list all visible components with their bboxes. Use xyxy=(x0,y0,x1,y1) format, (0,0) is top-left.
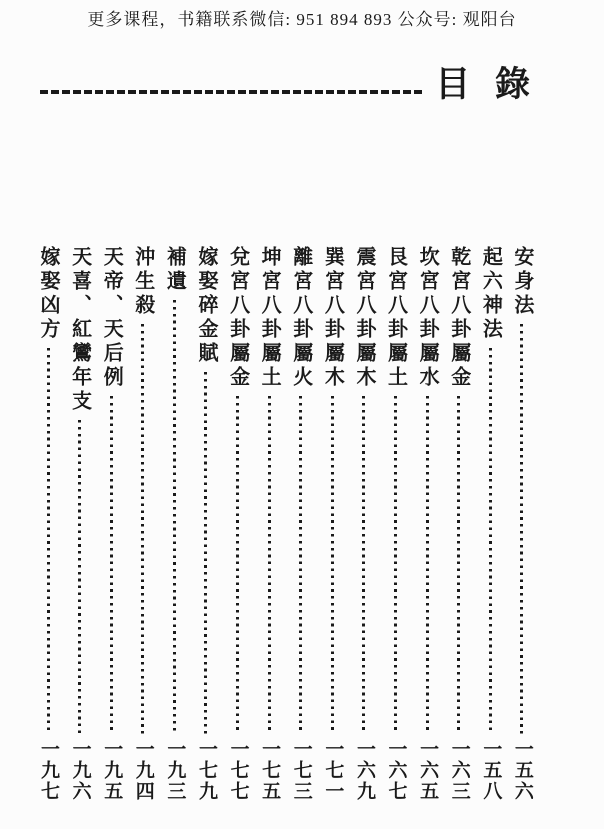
toc-entry xyxy=(194,246,218,802)
dotted-leader xyxy=(110,396,113,734)
toc-entry-page: 一九六 xyxy=(69,739,91,802)
dotted-leader xyxy=(520,324,523,734)
dotted-leader xyxy=(204,372,207,734)
toc-entry-page: 一九五 xyxy=(101,739,123,802)
toc-entry-title: 乾宮八卦屬金 xyxy=(447,246,470,390)
toc-entry xyxy=(447,246,471,802)
dotted-leader xyxy=(141,324,144,734)
toc-entry xyxy=(415,246,439,802)
dotted-leader xyxy=(331,396,334,734)
toc-entry xyxy=(384,246,408,802)
toc-entry-title: 補遺 xyxy=(163,246,186,294)
dotted-leader xyxy=(78,420,81,734)
dotted-leader xyxy=(236,396,239,734)
dotted-leader xyxy=(457,396,460,734)
toc-entry-title: 巽宮八卦屬木 xyxy=(321,246,344,390)
toc-entry-page: 一七一 xyxy=(322,739,344,802)
toc-entry-title: 天帝、天后例 xyxy=(100,246,123,390)
toc-entry-page: 一七七 xyxy=(227,739,249,802)
toc-entry-title: 兌宮八卦屬金 xyxy=(226,246,249,390)
toc-entry-page: 一六三 xyxy=(448,739,470,802)
toc-entry xyxy=(478,246,502,802)
toc-entry-title: 艮宮八卦屬土 xyxy=(384,246,407,390)
toc-entry-page: 一九七 xyxy=(38,739,59,802)
toc-entry-title: 安身法 xyxy=(510,246,533,318)
toc-entry-page: 一六五 xyxy=(417,739,439,802)
toc-entry-page: 一七九 xyxy=(195,739,217,802)
toc-entry xyxy=(99,246,123,802)
toc-entry-page: 一五六 xyxy=(511,739,533,802)
toc-entry-title: 坤宮八卦屬土 xyxy=(258,246,281,390)
decorative-dashed-line xyxy=(40,90,425,94)
toc-entry-page: 一七三 xyxy=(290,739,312,802)
toc-list xyxy=(36,246,534,802)
page-title: 目 錄 xyxy=(435,65,538,104)
header-contact-line: 更多课程，书籍联系微信: 951 894 893 公众号: 观阳台 xyxy=(87,10,517,29)
toc-entry xyxy=(36,246,60,802)
dotted-leader xyxy=(362,396,365,734)
toc-entry-title: 離宮八卦屬火 xyxy=(289,246,312,390)
toc-entry xyxy=(510,246,534,802)
toc-entry xyxy=(289,246,313,802)
dotted-leader xyxy=(299,396,302,734)
toc-entry xyxy=(226,246,250,802)
toc-entry-page: 一五八 xyxy=(480,739,502,802)
toc-entry xyxy=(257,246,281,802)
toc-entry-title: 坎宮八卦屬水 xyxy=(416,246,439,390)
dotted-leader xyxy=(268,396,271,734)
toc-entry xyxy=(68,246,92,802)
toc-entry xyxy=(320,246,344,802)
dotted-leader xyxy=(489,348,492,734)
title-row xyxy=(40,66,538,105)
toc-entry-title: 沖生殺 xyxy=(131,246,154,318)
dotted-leader xyxy=(47,348,50,734)
toc-entry-page: 一九三 xyxy=(164,739,186,802)
toc-entry-title: 震宮八卦屬木 xyxy=(352,246,375,390)
toc-entry-page: 一六九 xyxy=(353,739,375,802)
dotted-leader xyxy=(394,396,397,734)
toc-entry-title: 嫁娶凶方 xyxy=(37,246,59,342)
toc-entry xyxy=(352,246,376,802)
toc-entry xyxy=(131,246,155,802)
toc-entry-page: 一六七 xyxy=(385,739,407,802)
dotted-leader xyxy=(173,300,176,734)
toc-entry-title: 嫁娶碎金賦 xyxy=(194,246,217,366)
toc-entry-page: 一九四 xyxy=(132,739,154,802)
toc-entry xyxy=(162,246,186,802)
toc-entry-page: 一七五 xyxy=(259,739,281,802)
toc-entry-title: 起六神法 xyxy=(479,246,502,342)
dotted-leader xyxy=(426,396,429,734)
toc-entry-title: 天喜、紅鸞年支 xyxy=(68,246,91,414)
